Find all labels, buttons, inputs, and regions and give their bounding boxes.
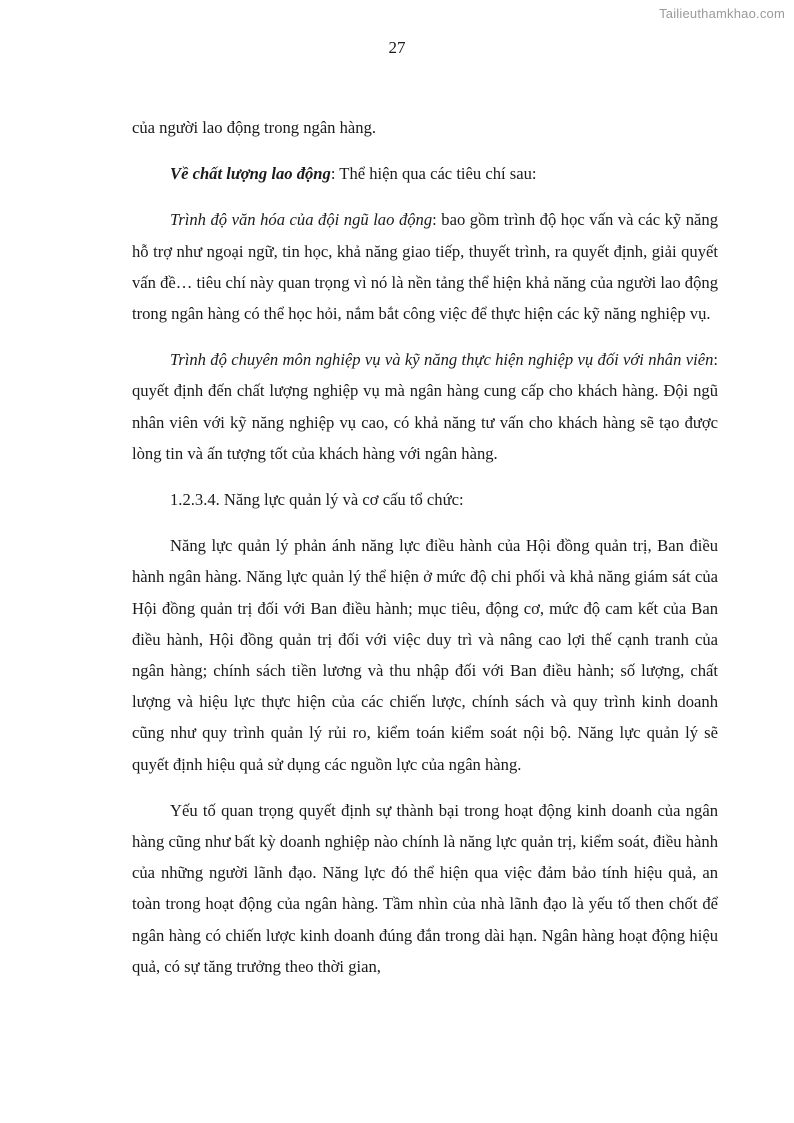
criterion-title-education: Trình độ văn hóa của đội ngũ lao động [170, 210, 433, 230]
paragraph-text: : quyết định đến chất lượng nghiệp vụ mà ngân hàng cung cấp cho khách hàng. Đội ngũ nhân viên với kỹ năng nghiệp vụ cao, có khả năng tư vấn cho khách hàng sẽ tạo được lòng tin và ấn tượng tốt của khách hàng với ngân hàng. [132, 350, 718, 463]
document-body [132, 112, 718, 997]
paragraph-labor-quality [132, 158, 718, 189]
page-number: 27 [388, 38, 406, 57]
paragraph-text: : Thể hiện qua các tiêu chí sau: [330, 164, 537, 184]
subsection-heading: 1.2.3.4. Năng lực quản lý và cơ cấu tổ chức: [170, 490, 464, 510]
paragraph-key-factor: Yếu tố quan trọng quyết định sự thành bại trong hoạt động kinh doanh của ngân hàng cũng như bất kỳ doanh nghiệp nào chính là năng lực quản trị, kiểm soát, điều hành của những người lãnh đạo. Năng lực đó thể hiện qua việc đảm bảo tính hiệu quả, an toàn trong hoạt động của ngân hàng. Tầm nhìn của nhà lãnh đạo là yếu tố then chốt để ngân hàng có chiến lược kinh doanh đúng đắn trong dài hạn. Ngân hàng hoạt động hiệu quả, có sự tăng trưởng theo thời gian, [132, 800, 718, 976]
paragraph-management-capacity: Năng lực quản lý phản ánh năng lực điều hành của Hội đồng quản trị, Ban điều hành ngân hàng. Năng lực quản lý thể hiện ở mức độ chi phối và khả năng giám sát của Hội đồng quản trị đối với Ban điều hành; mục tiêu, động cơ, mức độ cam kết của Ban điều hành, Hội đồng quản trị đối với việc duy trì và nâng cao lợi thế cạnh tranh của ngân hàng; chính sách tiền lương và thu nhập đối với Ban điều hành; số lượng, chất lượng và hiệu lực thực hiện của các chiến lược, chính sách và quy trình kinh doanh cũng như quy trình quản lý rủi ro, kiểm toán kiểm soát nội bộ. Năng lực quản lý sẽ quyết định hiệu quả sử dụng các nguồn lực của ngân hàng. [132, 536, 718, 774]
paragraph-education-level [132, 204, 718, 329]
criterion-title-professional: Trình độ chuyên môn nghiệp vụ và kỹ năng thực hiện nghiệp vụ đối với nhân viên [170, 350, 714, 370]
watermark: Tailieuthamkhao.com [659, 6, 785, 21]
section-heading-labor-quality: Về chất lượng lao động [170, 164, 331, 184]
paragraph-professional-skills [132, 344, 718, 469]
paragraph-continuation: của người lao động trong ngân hàng. [132, 118, 377, 137]
paragraph-text: : bao gồm trình độ học vấn và các kỹ năng hỗ trợ như ngoại ngữ, tin học, khả năng giao tiếp, thuyết trình, ra quyết định, giải quyết vấn đề… tiêu chí này quan trọng vì nó là nền tảng thể hiện khả năng của người lao động trong ngân hàng có thể học hỏi, nắm bắt công việc để thực hiện các kỹ năng nghiệp vụ. [132, 210, 718, 324]
